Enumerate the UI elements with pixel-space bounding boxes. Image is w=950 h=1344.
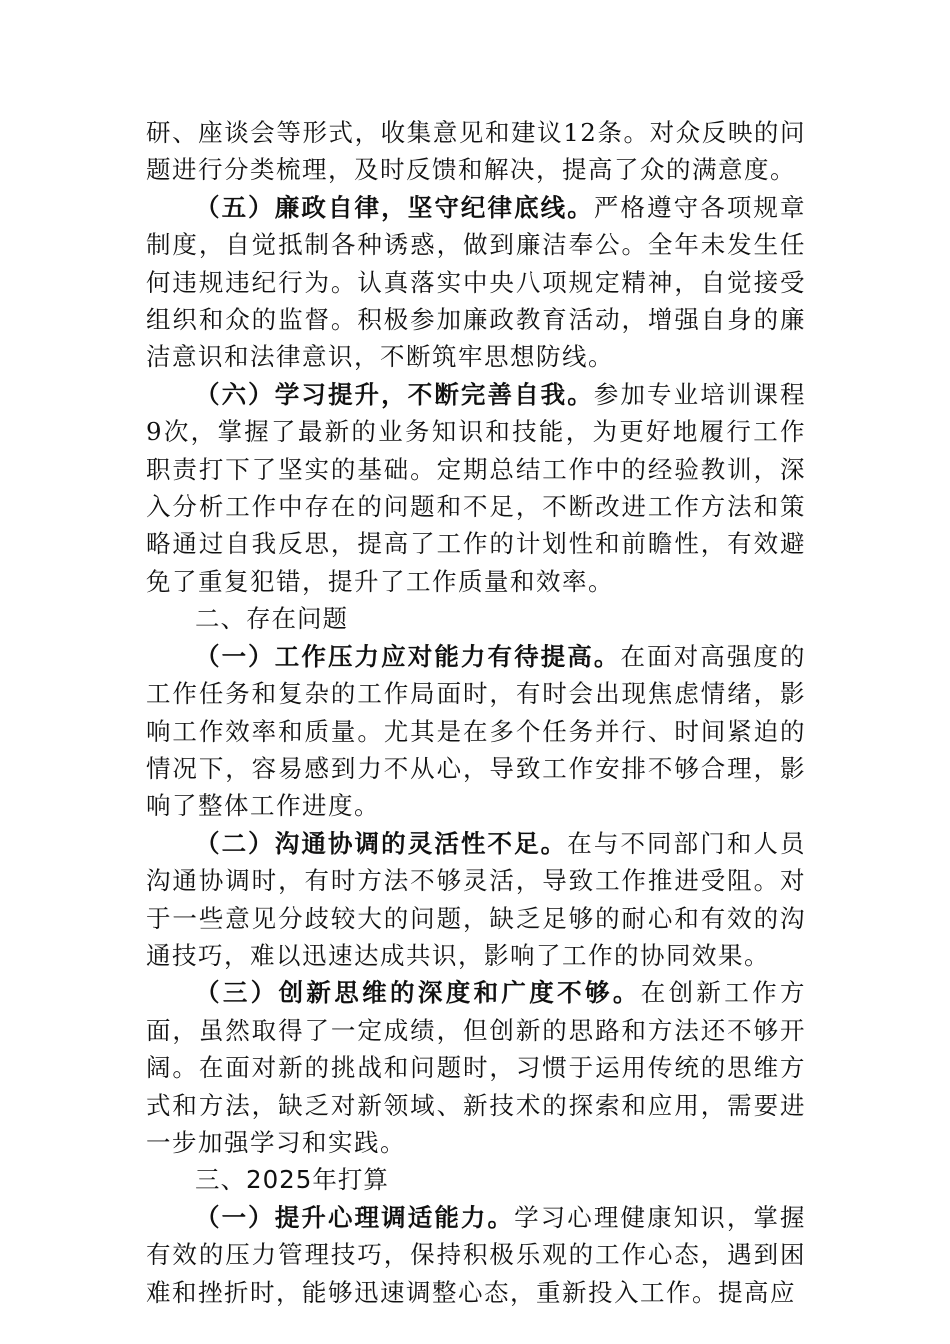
paragraph-continued <box>146 114 806 189</box>
paragraph-text: 研、座谈会等形式，收集意见和建议12条。对众反映的问题进行分类梳理，及时反馈和解决，提高了众的满意度。 <box>146 118 806 185</box>
paragraph-text: 在与不同部门和人员沟通协调时，有时方法不够灵活，导致工作推进受阻。对于一些意见分歧较大的问题，缺乏足够的耐心和有效的沟通技巧，难以迅速达成共识，影响了工作的协同效果。 <box>146 828 807 970</box>
paragraph-text: 在面对高强度的工作任务和复杂的工作局面时，有时会出现焦虑情绪，影响工作效率和质量。尤其是在多个任务并行、时间紧迫的情况下，容易感到力不从心，导致工作安排不够合理，影响了整体工作进度。 <box>146 641 806 821</box>
paragraph-lead: （六）学习提升，不断完善自我。 <box>195 379 594 409</box>
section-heading-plans: 三、2025年打算 <box>195 1165 389 1195</box>
paragraph-lead: （一）提升心理调适能力。 <box>195 1202 515 1232</box>
document-body <box>146 114 806 1311</box>
paragraph-text: 学习心理健康知识，掌握有效的压力管理技巧，保持积极乐观的工作心态，遇到困难和挫折时，能够迅速调整心态，重新投入工作。提高应 <box>146 1202 807 1307</box>
paragraph-integrity <box>146 189 806 376</box>
paragraph-text: 在创新工作方面，虽然取得了一定成绩，但创新的思路和方法还不够开阔。在面对新的挑战和问题时，习惯于运用传统的思维方式和方法，缺乏对新领域、新技术的探索和应用，需要进一步加强学习和实践。 <box>146 978 807 1157</box>
paragraph-lead: （二）沟通协调的灵活性不足。 <box>195 828 568 858</box>
paragraph-learning <box>146 376 806 600</box>
section-heading-problems: 二、存在问题 <box>195 604 348 634</box>
paragraph-text: 严格遵守各项规章制度，自觉抵制各种诱惑，做到廉洁奉公。全年未发生任何违规违纪行为。认真落实中央八项规定精神，自觉接受组织和众的监督。积极参加廉政教育活动，增强自身的廉洁意识和法律意识，不断筑牢思想防线。 <box>146 192 807 372</box>
paragraph-communication <box>146 825 806 975</box>
paragraph-lead: （五）廉政自律，坚守纪律底线。 <box>195 192 594 222</box>
paragraph-lead: （一）工作压力应对能力有待提高。 <box>195 641 621 671</box>
paragraph-psychology <box>146 1199 806 1311</box>
paragraph-innovation <box>146 974 806 1161</box>
paragraph-text: 参加专业培训课程9次，掌握了最新的业务知识和技能，为更好地履行工作职责打下了坚实的基础。定期总结工作中的经验教训，深入分析工作中存在的问题和不足，不断改进工作方法和策略通过自我反思，提高了工作的计划性和前瞻性，有效避免了重复犯错，提升了工作质量和效率。 <box>146 379 807 596</box>
paragraph-lead: （三）创新思维的深度和广度不够。 <box>195 978 641 1008</box>
paragraph-pressure <box>146 638 806 825</box>
